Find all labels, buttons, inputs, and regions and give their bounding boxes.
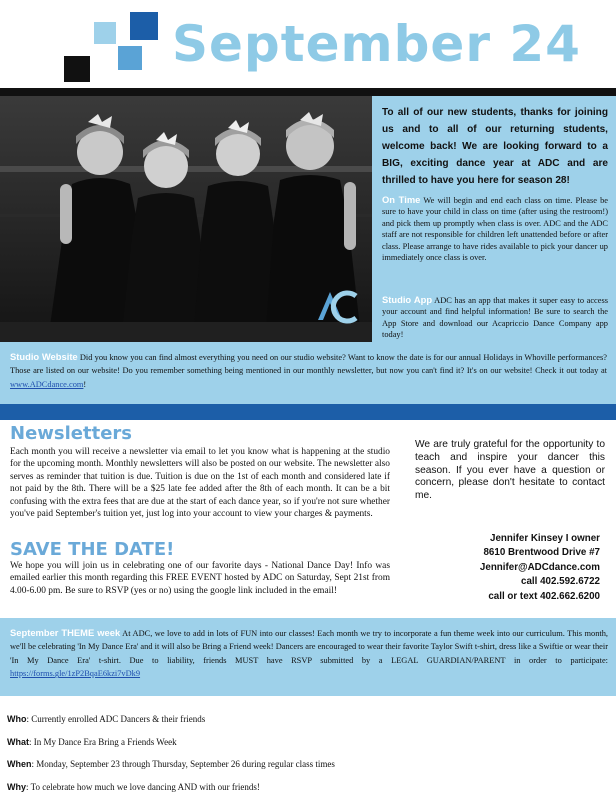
contact-phone-call[interactable]: call 402.592.6722 [521,576,600,588]
detail-label: When [7,759,32,769]
studio-app-text: ADC has an app that makes it super easy to access your account and find helpful information! Be sure to search the App Store and download our Acapriccio Dance Company app today! [382,296,608,340]
logo-square-mid [118,46,142,70]
newsletters-text: Each month you will receive a newsletter via email to let you know what is happening at the studio for the upcoming month. Monthly newsletters will also be posted on our website. The newsletter also serves as reminder that tuition is due. Tuition is due on the 1st of each month and considered late if not paid by the 8th. There will be a $25 late fee added after the 8th of each month. It can be a bit confusing with the extra fees that are due at the start of each dance year, so if you're not sure whether you've paid September's tuition yet, just log into your account to view your charges & payments. [10,447,390,520]
theme-week-text: At ADC, we love to add in lots of FUN into our classes! Each month we try to incorporate a fun theme week into our curriculum. This month, we'll be celebrating 'In My Dance Era' and it will also be Bring a Friend week! Dancers are encouraged to wear their favorite Taylor Swift t-shirt, dress like a Swiftie or wear their 'In My Dance Era' t-shirt. Due to liability, friends MUST have RSVP submitted by a LEGAL GUARDIAN/PARENT in order to participate: [10,629,608,665]
detail-when [7,758,335,770]
studio-website-text: Did you know you can find almost everything you need on our studio website? Want to know the date is for our annual Holidays in Whoville performances? Those are listed on our website! Do you remember something being mentioned in our monthly newsletter, but now you can't find it? It's on our website! Check it out today at [10,353,607,376]
studio-website-heading: Studio Website [10,351,78,362]
detail-what [7,736,177,748]
header [0,0,616,88]
rsvp-link[interactable]: https://forms.gle/1zP2BqaE6kzi7vDk9 [10,669,141,679]
theme-week-paragraph [10,626,608,681]
newsletters-heading: Newsletters [10,423,133,444]
contact-email[interactable]: Jennifer@ADCdance.com [479,561,600,573]
info-panel [372,96,616,342]
logo-square-light [94,22,116,44]
logo-square-navy [130,12,158,40]
detail-label: Why [7,782,26,792]
theme-week-heading: September THEME week [10,627,121,638]
contact-phone-text[interactable]: call or text 402.662.6200 [488,590,600,602]
studio-website-paragraph [10,350,607,391]
on-time-heading: On Time [382,194,421,205]
on-time-text: We will begin and end each class on time. Please be sure to have your child in class on time (after using the restroom!) and pick them up promptly when class is over. ADC and the ADC staff are not responsible for children left unattended before or after class. Please arrange to have rides available to pick your dancer up immediately once class is over. [382,196,608,263]
theme-week-section [0,618,616,696]
detail-label: Who [7,714,27,724]
dancers-illustration [0,96,372,342]
header-divider [0,88,616,96]
detail-text: : Currently enrolled ADC Dancers & their friends [26,714,206,724]
studio-app-heading: Studio App [382,294,433,305]
contact-address: 8610 Brentwood Drive #7 [483,547,600,559]
detail-text: : Monday, September 23 through Thursday, September 26 during regular class times [31,759,335,769]
contact-block [402,532,600,604]
grateful-message: We are truly grateful for the opportunity to teach and inspire your dancer this season. If you ever have a question or concern, please don't hesitate to contact me. [415,439,605,502]
contact-name: Jennifer Kinsey I owner [490,533,600,544]
detail-who [7,713,205,725]
detail-label: What [7,737,29,747]
detail-why [7,781,260,793]
studio-website-end: ! [83,379,87,389]
on-time-section [382,194,608,263]
welcome-message: To all of our new students, thanks for joining us and to all of our returning students, welcome back! We are looking forward to a BIG, exciting dance year at ADC and are thrilled to have you here for season 28! [382,107,608,186]
page-title: September 24 [172,15,581,73]
logo-square-black [64,56,90,82]
website-link[interactable]: www.ADCdance.com [10,379,84,389]
save-the-date-text: We hope you will join us in celebrating one of our favorite days - National Dance Day! Info was emailed earlier this month regarding this FREE EVENT hosted by ADC on Saturday, Sept 21st from 4.00-6.00 pm. Be sure to RSVP (yes or no) using the google link included in the email! [10,561,390,596]
studio-app-section [382,294,608,341]
dancers-photo [0,96,372,342]
save-the-date-heading: SAVE THE DATE! [10,539,175,560]
studio-website-section [0,342,616,404]
detail-text: : To celebrate how much we love dancing AND with our friends! [26,782,260,792]
detail-text: : In My Dance Era Bring a Friends Week [29,737,177,747]
section-divider [0,404,616,420]
